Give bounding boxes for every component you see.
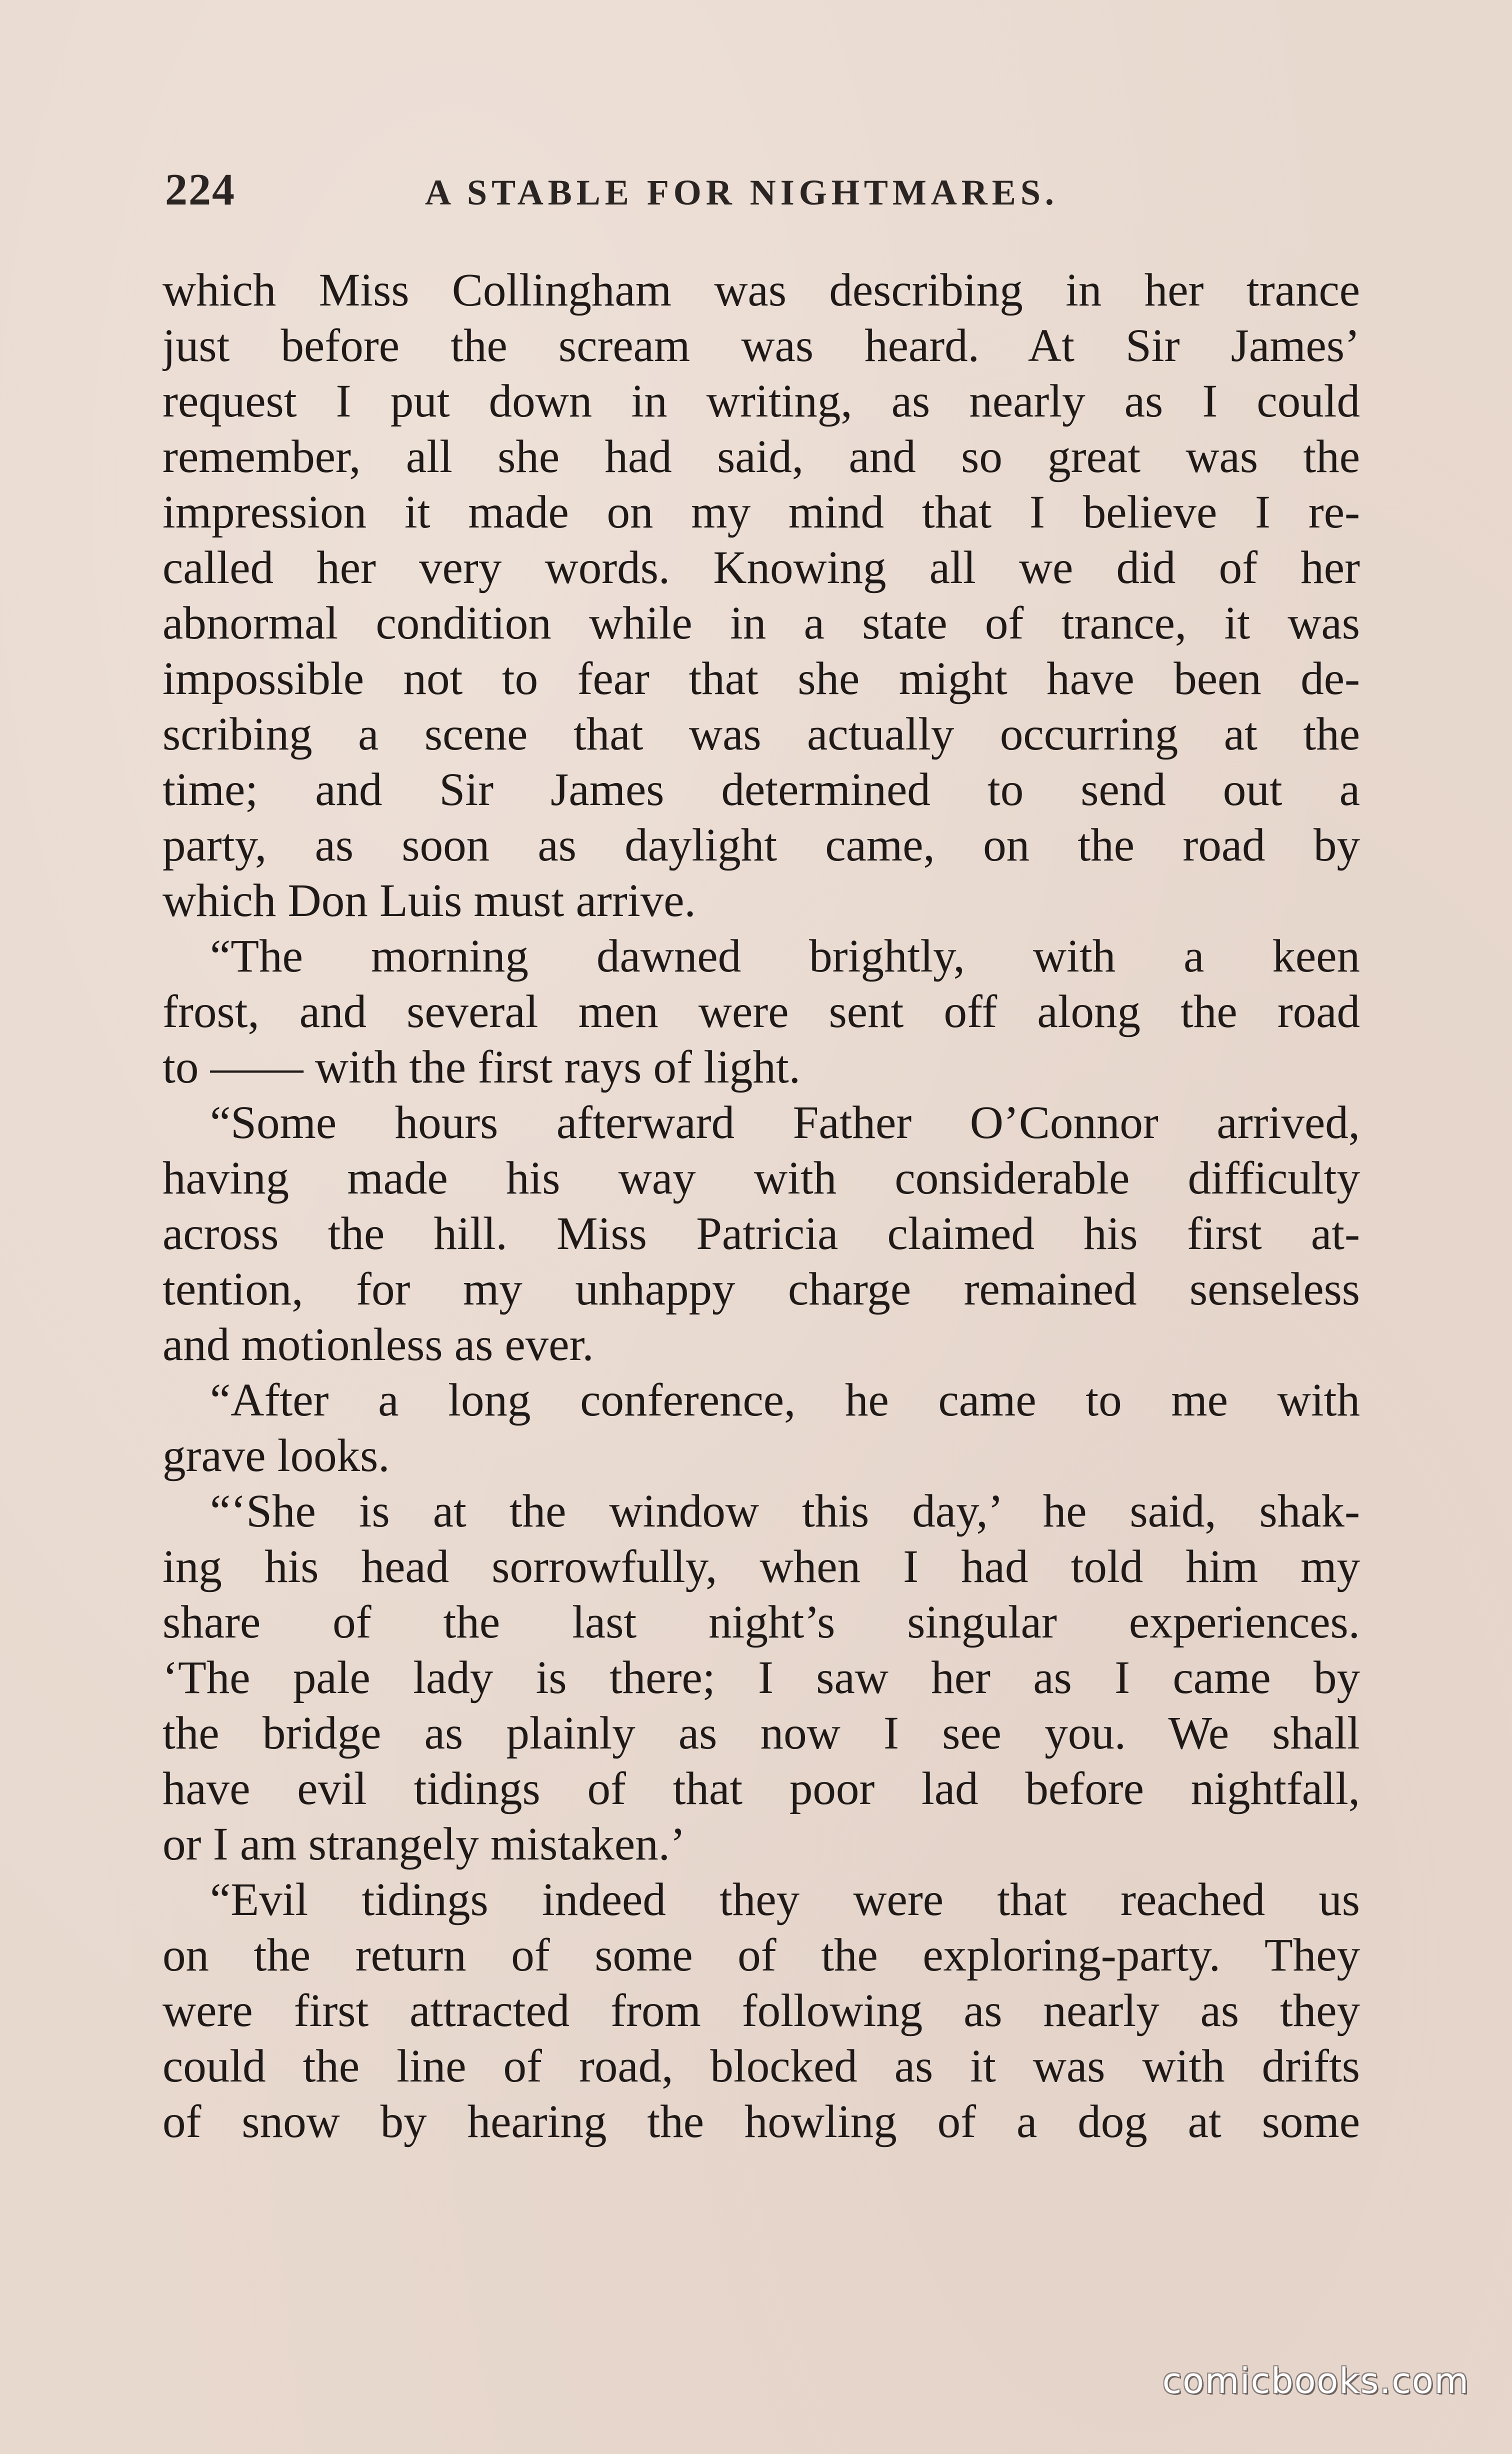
paragraph (162, 1095, 1360, 1372)
text-line: “Evil tidings indeed they were that reached us (210, 1874, 1360, 1926)
text-line: party, as soon as daylight came, on the road by (162, 820, 1360, 871)
text-line: remember, all she had said, and so great was the (162, 431, 1360, 482)
watermark: comicbooks.com (1162, 2360, 1470, 2402)
text-line: the bridge as plainly as now I see you. We shall (162, 1708, 1360, 1759)
paragraph (162, 262, 1360, 928)
paragraph (162, 1484, 1360, 1872)
body-text (162, 262, 1360, 2150)
page-number: 224 (165, 165, 236, 214)
text-line: which Don Luis must arrive. (162, 875, 696, 926)
text-line: of snow by hearing the howling of a dog at some (162, 2096, 1360, 2148)
text-line: or I am strangely mistaken.’ (162, 1818, 686, 1870)
text-line: just before the scream was heard. At Sir James’ (162, 320, 1360, 372)
text-line: were first attracted from following as nearly as they (162, 1985, 1360, 2036)
text-line: “The morning dawned brightly, with a keen (210, 930, 1360, 982)
text-line: time; and Sir James determined to send out a (162, 764, 1360, 816)
running-head: A STABLE FOR NIGHTMARES. (425, 172, 1058, 212)
text-line: and motionless as ever. (162, 1319, 594, 1370)
text-line: which Miss Collingham was describing in her trance (162, 264, 1360, 316)
text-line: on the return of some of the exploring-party. They (162, 1930, 1360, 1981)
text-line: “After a long conference, he came to me with (210, 1374, 1360, 1426)
text-line: called her very words. Knowing all we did of her (162, 542, 1360, 594)
paragraph (162, 1372, 1360, 1484)
text-line: ‘The pale lady is there; I saw her as I came by (162, 1652, 1360, 1704)
text-line: “‘She is at the window this day,’ he said, shak- (210, 1486, 1360, 1537)
text-line: abnormal condition while in a state of trance, it was (162, 598, 1360, 649)
text-line: frost, and several men were sent off along the road (162, 986, 1360, 1038)
text-line: request I put down in writing, as nearly as I could (162, 376, 1360, 427)
paragraph (162, 928, 1360, 1095)
page-header (165, 150, 1360, 225)
text-line: ing his head sorrowfully, when I had told him my (162, 1541, 1360, 1592)
paragraph (162, 1872, 1360, 2150)
text-line: having made his way with considerable difficulty (162, 1152, 1360, 1204)
text-line: have evil tidings of that poor lad before nightfall, (162, 1763, 1360, 1814)
text-line: “Some hours afterward Father O’Connor arrived, (210, 1097, 1360, 1148)
text-line: impossible not to fear that she might have been de- (162, 653, 1360, 704)
text-line: scribing a scene that was actually occurring at the (162, 708, 1360, 760)
text-line: tention, for my unhappy charge remained senseless (162, 1264, 1360, 1315)
text-line: grave looks. (162, 1430, 390, 1482)
text-line: across the hill. Miss Patricia claimed his first at- (162, 1208, 1360, 1260)
text-line: share of the last night’s singular experiences. (162, 1596, 1360, 1648)
text-line: to —— with the first rays of light. (162, 1042, 801, 1093)
text-line: could the line of road, blocked as it was with drifts (162, 2040, 1360, 2092)
text-line: impression it made on my mind that I believe I re- (162, 486, 1360, 538)
